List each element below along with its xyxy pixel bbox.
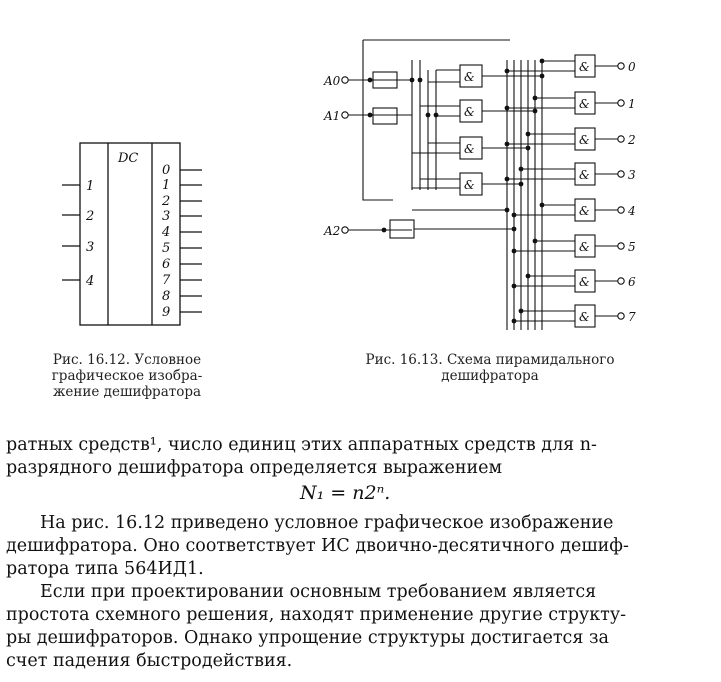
input-label-2: 2 [86, 209, 95, 224]
output-label-9: 9 [162, 305, 171, 320]
output-label-0: 0 [628, 60, 636, 74]
output-label-4: 4 [162, 225, 171, 240]
input-label-3: 3 [86, 240, 95, 255]
text-line: дешифратора. Оно соответствует ИС двоично-десятичного дешиф- [6, 536, 629, 556]
and-gate-label: & [579, 60, 590, 74]
output-label-3: 3 [628, 168, 636, 182]
output-label-2: 2 [162, 194, 171, 209]
paragraph-2 [6, 512, 698, 581]
output-label-4: 4 [628, 204, 636, 218]
fig12-caption [22, 352, 232, 400]
output-label-6: 6 [628, 275, 636, 289]
fig12-caption-line: графическое изобра- [51, 368, 203, 384]
fig13-caption-line: дешифратора [441, 368, 539, 384]
output-label-6: 6 [162, 257, 171, 272]
and-gate-label: & [579, 240, 590, 254]
text-line: ры дешифраторов. Однако упрощение структуры достигается за [6, 628, 609, 648]
paragraph-3 [6, 581, 698, 673]
input-label-4: 4 [86, 274, 95, 289]
text-line: счет падения быстродействия. [6, 651, 293, 671]
output-label-1: 1 [162, 178, 171, 193]
and-gate-label: & [579, 310, 590, 324]
input-a1-label: A1 [324, 109, 341, 123]
and-gate-label: & [579, 275, 590, 289]
and-gate-label: & [579, 97, 590, 111]
figure-16-12 [0, 0, 240, 340]
output-label-7: 7 [162, 273, 171, 288]
and-gate-label: & [464, 142, 475, 156]
text-line: простота схемного решения, находят применение другие структу- [6, 605, 627, 625]
text-line: На рис. 16.12 приведено условное графическое изображение [40, 513, 614, 533]
output-label-3: 3 [162, 209, 171, 224]
output-label-2: 2 [628, 133, 636, 147]
paragraph-1 [6, 434, 698, 480]
and-gate-label: & [579, 168, 590, 182]
text-line: Если при проектировании основным требованием является [40, 582, 597, 602]
output-label-5: 5 [628, 240, 636, 254]
output-label-7: 7 [628, 310, 636, 324]
formula: N₁ = n2ⁿ. [300, 482, 391, 504]
input-a0-label: A0 [324, 74, 341, 88]
and-gate-label: & [579, 133, 590, 147]
output-label-8: 8 [162, 289, 171, 304]
and-gate-label: & [579, 204, 590, 218]
text-line: ратора типа 564ИД1. [6, 559, 204, 579]
input-label-1: 1 [86, 179, 95, 194]
text-line: ратных средств¹, число единиц этих аппаратных средств для n- [6, 435, 597, 455]
text-line: разрядного дешифратора определяется выражением [6, 458, 503, 478]
output-label-5: 5 [162, 241, 171, 256]
fig13-caption [310, 352, 670, 384]
figure-16-13 [300, 30, 700, 340]
output-label-0: 0 [162, 163, 171, 178]
decoder-label: DC [118, 151, 139, 166]
fig13-caption-line: Рис. 16.13. Схема пирамидального [365, 352, 615, 368]
fig12-caption-line: Рис. 16.12. Условное [52, 352, 202, 368]
and-gate-label: & [464, 70, 475, 84]
and-gate-label: & [464, 105, 475, 119]
and-gate-label: & [464, 178, 475, 192]
output-label-1: 1 [628, 97, 636, 111]
input-a2-label: A2 [324, 224, 341, 238]
fig12-caption-line: жение дешифратора [52, 384, 202, 400]
